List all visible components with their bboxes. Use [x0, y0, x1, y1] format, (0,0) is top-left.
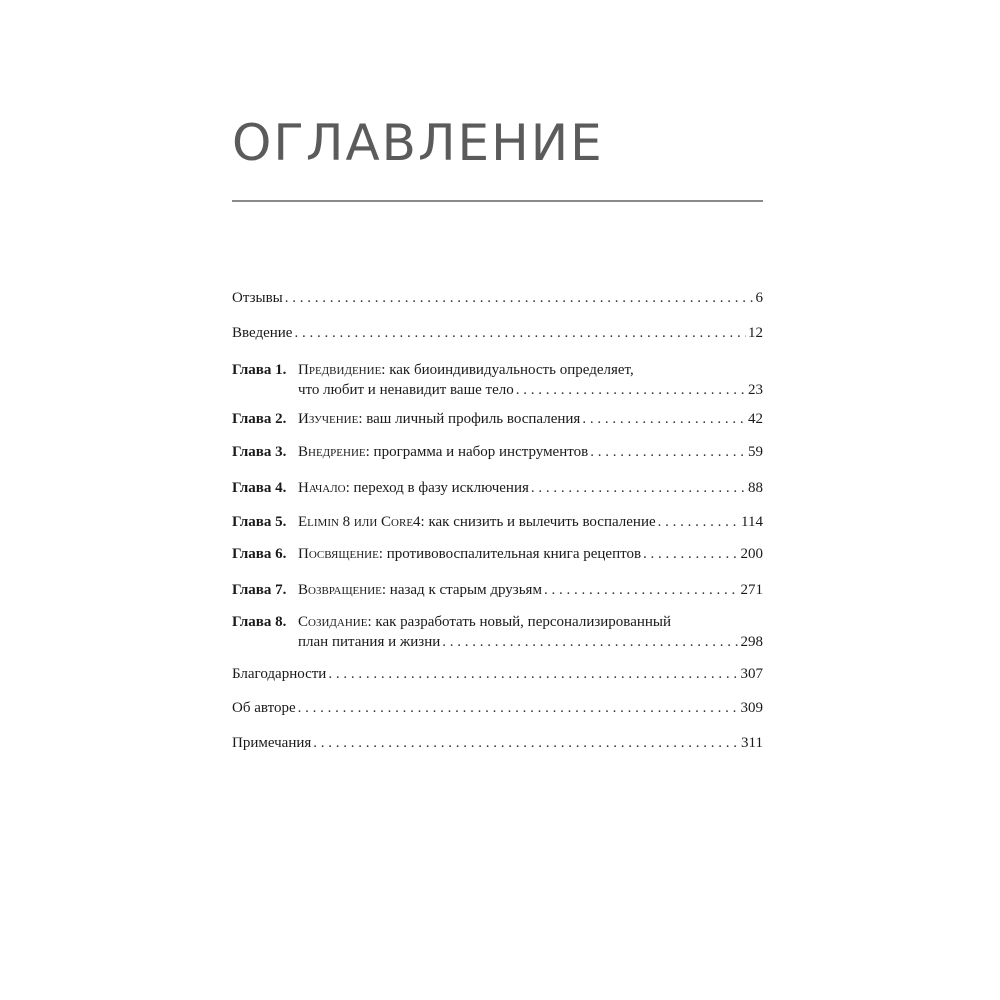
chapter-label: Глава 7. — [232, 582, 287, 598]
chapter-subtitle: : как снизить и вылечить воспаление — [420, 514, 656, 530]
chapter-subtitle: : назад к старым друзьям — [381, 582, 542, 598]
chapter-subtitle: : программа и набор инструментов — [365, 444, 589, 460]
toc-page-number: 309 — [740, 700, 763, 716]
chapter-subtitle: : противовоспалительная книга рецептов — [378, 546, 642, 562]
toc-entry-about[interactable] — [232, 698, 763, 718]
chapter-subtitle: : переход в фазу исключения — [345, 480, 529, 496]
dot-leader — [590, 442, 746, 462]
chapter-subtitle-continued: что любит и ненавидит ваше тело — [298, 382, 514, 398]
dot-leader — [544, 580, 739, 600]
chapter-subtitle-continued: план питания и жизни — [298, 634, 441, 650]
toc-page-number: 307 — [740, 666, 763, 682]
toc-entry-reviews[interactable] — [232, 288, 763, 308]
toc-entry-notes[interactable] — [232, 733, 763, 753]
chapter-label: Глава 1. — [232, 362, 287, 378]
dot-leader — [298, 698, 739, 718]
toc-page-number: 59 — [748, 444, 763, 460]
chapter-name: Созидание — [298, 614, 368, 630]
dot-leader — [442, 632, 738, 652]
dot-leader — [285, 288, 754, 308]
chapter-name: Изучение — [298, 411, 359, 427]
chapter-name: Предвидение — [298, 362, 382, 378]
dot-leader — [328, 664, 738, 684]
chapter-label: Глава 4. — [232, 480, 287, 496]
toc-page-number: 271 — [740, 582, 763, 598]
page-title: ОГЛАВЛЕНИЕ — [232, 114, 604, 172]
toc-page-number: 311 — [741, 735, 763, 751]
dot-leader — [658, 512, 739, 532]
toc-entry-title: Отзывы — [232, 290, 283, 306]
chapter-name: Начало — [298, 480, 346, 496]
toc-entry-title: Примечания — [232, 735, 312, 751]
chapter-name: Возвращение — [298, 582, 382, 598]
title-divider — [232, 200, 763, 202]
chapter-label: Глава 3. — [232, 444, 287, 460]
chapter-name: Внедрение — [298, 444, 366, 460]
toc-entry-title: Благодарности — [232, 666, 327, 682]
toc-page-number: 42 — [748, 411, 763, 427]
toc-page-number: 6 — [755, 290, 763, 306]
toc-page-number: 88 — [748, 480, 763, 496]
dot-leader — [531, 478, 746, 498]
toc-entry-intro[interactable] — [232, 323, 763, 343]
dot-leader — [294, 323, 746, 343]
chapter-name: Посвящение — [298, 546, 379, 562]
dot-leader — [643, 544, 738, 564]
toc-page-number: 12 — [748, 325, 763, 341]
toc-page-number: 200 — [740, 546, 763, 562]
chapter-label: Глава 5. — [232, 514, 287, 530]
chapter-subtitle: : как разработать новый, персонализированный — [367, 614, 672, 630]
toc-entry-title: Введение — [232, 325, 293, 341]
chapter-subtitle: : ваш личный профиль воспаления — [358, 411, 581, 427]
toc-entry-thanks[interactable] — [232, 664, 763, 684]
chapter-name: Elimin 8 или Core4 — [298, 514, 421, 530]
dot-leader — [516, 380, 746, 400]
dot-leader — [582, 409, 746, 429]
chapter-label: Глава 8. — [232, 614, 287, 630]
toc-entry-title: Об авторе — [232, 700, 296, 716]
chapter-label: Глава 2. — [232, 411, 287, 427]
chapter-label: Глава 6. — [232, 546, 287, 562]
dot-leader — [313, 733, 739, 753]
toc-page-number: 114 — [741, 514, 763, 530]
toc-page-number: 23 — [748, 382, 763, 398]
chapter-subtitle: : как биоиндивидуальность определяет, — [381, 362, 634, 378]
toc-page-number: 298 — [740, 634, 763, 650]
